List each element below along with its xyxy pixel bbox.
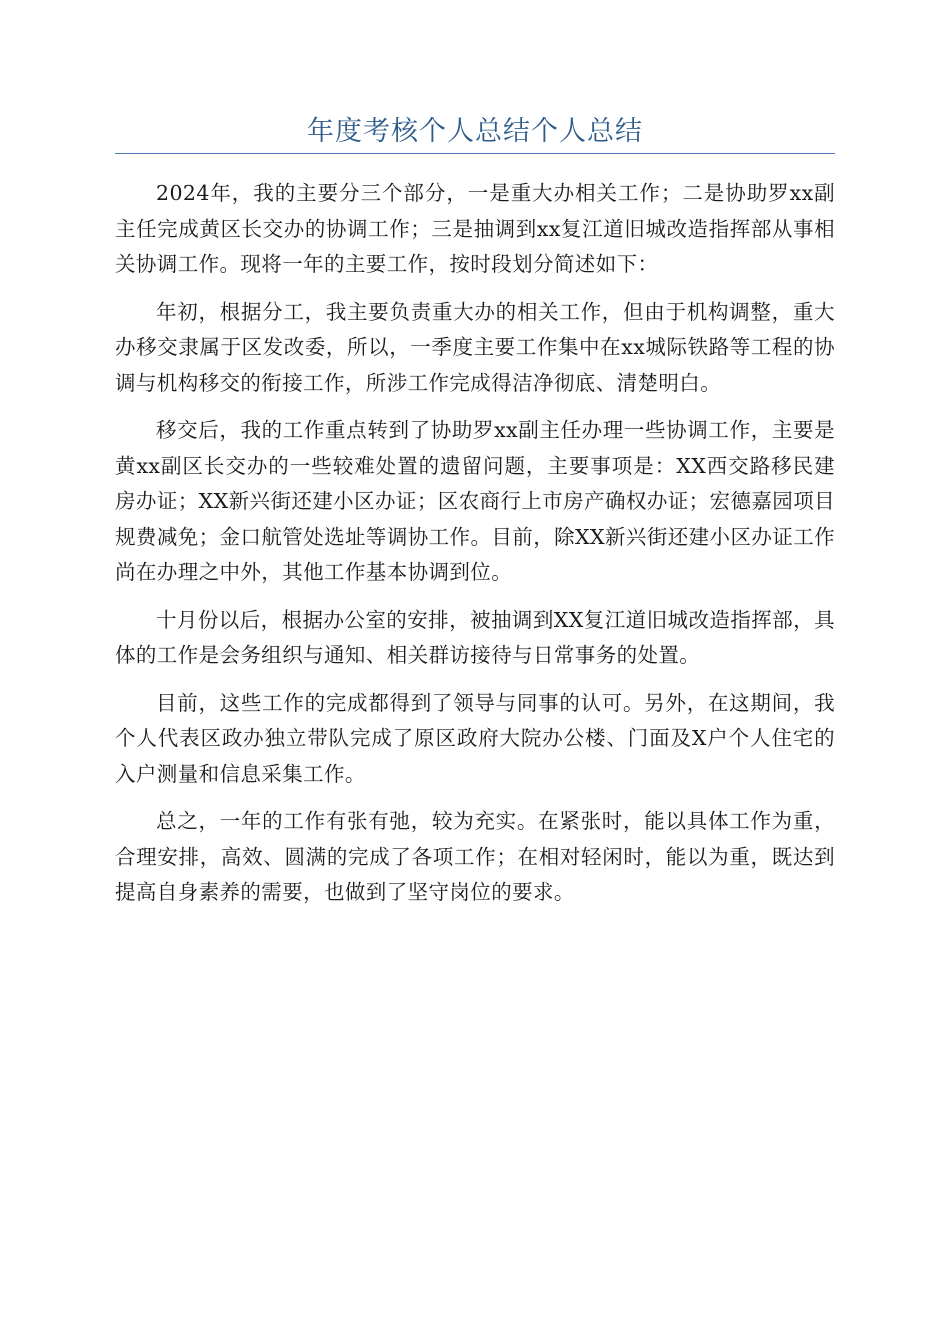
title-underline-divider [115, 153, 835, 154]
paragraph-conclusion: 总之，一年的工作有张有弛，较为充实。在紧张时，能以具体工作为重，合理安排，高效、圆满的完成了各项工作；在相对轻闲时，能以为重，既达到提高自身素养的需要，也做到了坚守岗位的要求。 [115, 809, 835, 904]
paragraph-overview: 2024年，我的主要分三个部分，一是重大办相关工作；二是协助罗xx副主任完成黄区长交办的协调工作；三是抽调到xx复江道旧城改造指挥部从事相关协调工作。现将一年的主要工作，按时段划分简述如下： [115, 181, 835, 276]
paragraph-october: 十月份以后，根据办公室的安排，被抽调到XX复江道旧城改造指挥部，具体的工作是会务组织与通知、相关群访接待与日常事务的处置。 [115, 607, 835, 667]
document-body [115, 176, 835, 923]
paragraph-after-transfer: 移交后，我的工作重点转到了协助罗xx副主任办理一些协调工作，主要是黄xx副区长交办的一些较难处置的遗留问题，主要事项是：XX西交路移民建房办证；XX新兴街还建小区办证；区农商行上市房产确权办证；宏德嘉园项目规费减免；金口航管处选址等调协工作。目前，除XX新兴街还建小区办证工作尚在办理之中外，其他工作基本协调到位。 [115, 418, 835, 584]
document-title: 年度考核个人总结个人总结 [307, 116, 643, 147]
paragraph-early-year: 年初，根据分工，我主要负责重大办的相关工作，但由于机构调整，重大办移交隶属于区发改委，所以，一季度主要工作集中在xx城际铁路等工程的协调与机构移交的衔接工作，所涉工作完成得洁净彻底、清楚明白。 [115, 299, 835, 395]
paragraph-recognition: 目前，这些工作的完成都得到了领导与同事的认可。另外，在这期间，我个人代表区政办独立带队完成了原区政府大院办公楼、门面及X户个人住宅的入户测量和信息采集工作。 [115, 690, 835, 786]
